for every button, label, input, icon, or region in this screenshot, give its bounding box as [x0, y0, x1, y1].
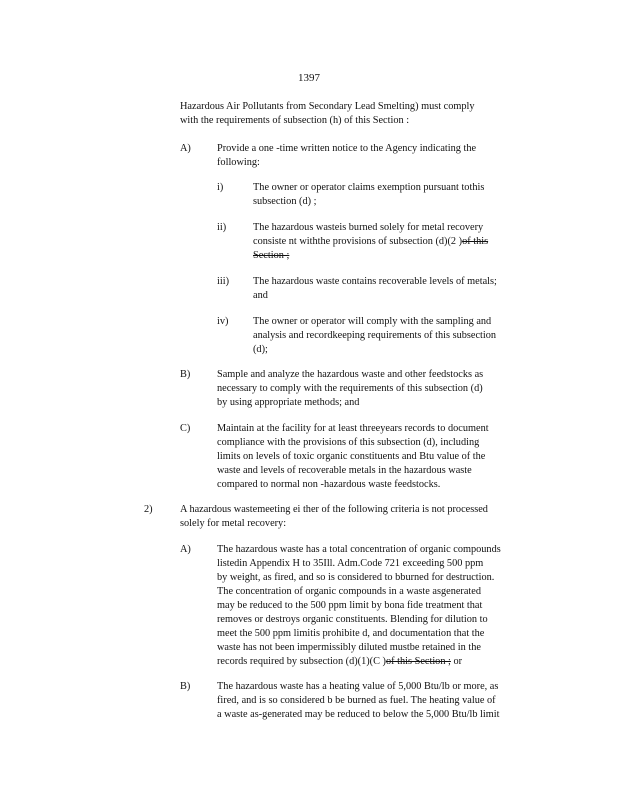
text-line — [253, 249, 521, 263]
text-line: limits on levels of toxic organic constituents and Btu value of the — [217, 451, 486, 462]
text-line: removes or destroys organic constituents. Blending for dilution to — [217, 614, 488, 625]
struck-text: of this — [462, 236, 489, 247]
text-segment: records required by subsection (d)(1)(C ) — [217, 656, 386, 667]
item-2b-text — [217, 680, 541, 722]
subitem-label: iii) — [217, 276, 230, 287]
text-line: and — [253, 290, 268, 301]
text-segment: consiste nt withthe provisions of subsection (d)(2 ) — [253, 236, 463, 247]
item-2a-text — [217, 543, 537, 669]
text-line: necessary to comply with the requirements of this subsection (d) — [217, 383, 483, 394]
text-line: The hazardous waste contains recoverable levels of metals; — [253, 276, 497, 287]
text-line: with the requirements of subsection (h) of this Section : — [180, 115, 410, 126]
page-number: 1397 — [298, 72, 320, 84]
text-line: (d); — [253, 344, 268, 355]
item-b-text — [217, 368, 529, 410]
item-a-text — [217, 142, 517, 170]
text-line — [217, 655, 537, 669]
item-label: A) — [180, 544, 191, 555]
text-line: subsection (d) ; — [253, 196, 317, 207]
text-line: a waste as-generated may be reduced to below the 5,000 Btu/lb limit — [217, 709, 500, 720]
text-line: Provide a one -time written notice to the Agency indicating the — [217, 143, 477, 154]
struck-text: Section ; — [253, 250, 290, 261]
item-c-text — [217, 422, 531, 492]
text-line: waste has not been impermissibly diluted mustbe retained in the — [217, 642, 481, 653]
subitem-label: iv) — [217, 316, 229, 327]
text-line: may be reduced to the 500 ppm limit by bona fide treatment that — [217, 600, 483, 611]
text-line: The concentration of organic compounds in a waste asgenerated — [217, 586, 481, 597]
text-line: by weight, as fired, and so is considered to bburned for destruction. — [217, 572, 495, 583]
text-line: The owner or operator claims exemption pursuant tothis — [253, 182, 485, 193]
text-line: waste and levels of recoverable metals in the hazardous waste — [217, 465, 472, 476]
item-label: 2) — [144, 504, 153, 515]
subitem-i-text — [253, 181, 521, 209]
text-line: A hazardous wastemeeting ei ther of the following criteria is not processed — [180, 504, 488, 515]
text-line: compliance with the provisions of this subsection (d), including — [217, 437, 480, 448]
text-line: meet the 500 ppm limitis prohibite d, and documentation that the — [217, 628, 485, 639]
text-line: by using appropriate methods; and — [217, 397, 360, 408]
subitem-ii-text — [253, 221, 521, 263]
struck-text: of this Section ; — [385, 656, 451, 667]
item-label: B) — [180, 369, 191, 380]
item-label: B) — [180, 681, 191, 692]
text-line: listedin Appendix H to 35Ill. Adm.Code 721 exceeding 500 ppm — [217, 558, 484, 569]
intro-paragraph — [180, 100, 522, 128]
text-line: The owner or operator will comply with the sampling and — [253, 316, 492, 327]
text-line: Maintain at the facility for at least threeyears records to document — [217, 423, 489, 434]
text-line: The hazardous waste has a total concentration of organic compounds — [217, 544, 501, 555]
text-line — [253, 235, 521, 249]
item-label: A) — [180, 143, 191, 154]
text-line: following: — [217, 157, 260, 168]
text-segment: or — [450, 656, 463, 667]
subitem-label: ii) — [217, 222, 227, 233]
subitem-iii-text — [253, 275, 531, 303]
text-line: fired, and is so considered b be burned as fuel. The heating value of — [217, 695, 496, 706]
item-label: C) — [180, 423, 191, 434]
text-line: Sample and analyze the hazardous waste and other feedstocks as — [217, 369, 484, 380]
subitem-label: i) — [217, 182, 224, 193]
item-2-text — [180, 503, 530, 531]
text-line: analysis and recordkeeping requirements of this subsection — [253, 330, 497, 341]
subitem-iv-text — [253, 315, 529, 357]
text-line: The hazardous waste has a heating value of 5,000 Btu/lb or more, as — [217, 681, 499, 692]
text-line: The hazardous wasteis burned solely for metal recovery — [253, 222, 484, 233]
text-line: Hazardous Air Pollutants from Secondary Lead Smelting) must comply — [180, 101, 475, 112]
text-line: compared to normal non -hazardous waste feedstocks. — [217, 479, 441, 490]
text-line: solely for metal recovery: — [180, 518, 287, 529]
